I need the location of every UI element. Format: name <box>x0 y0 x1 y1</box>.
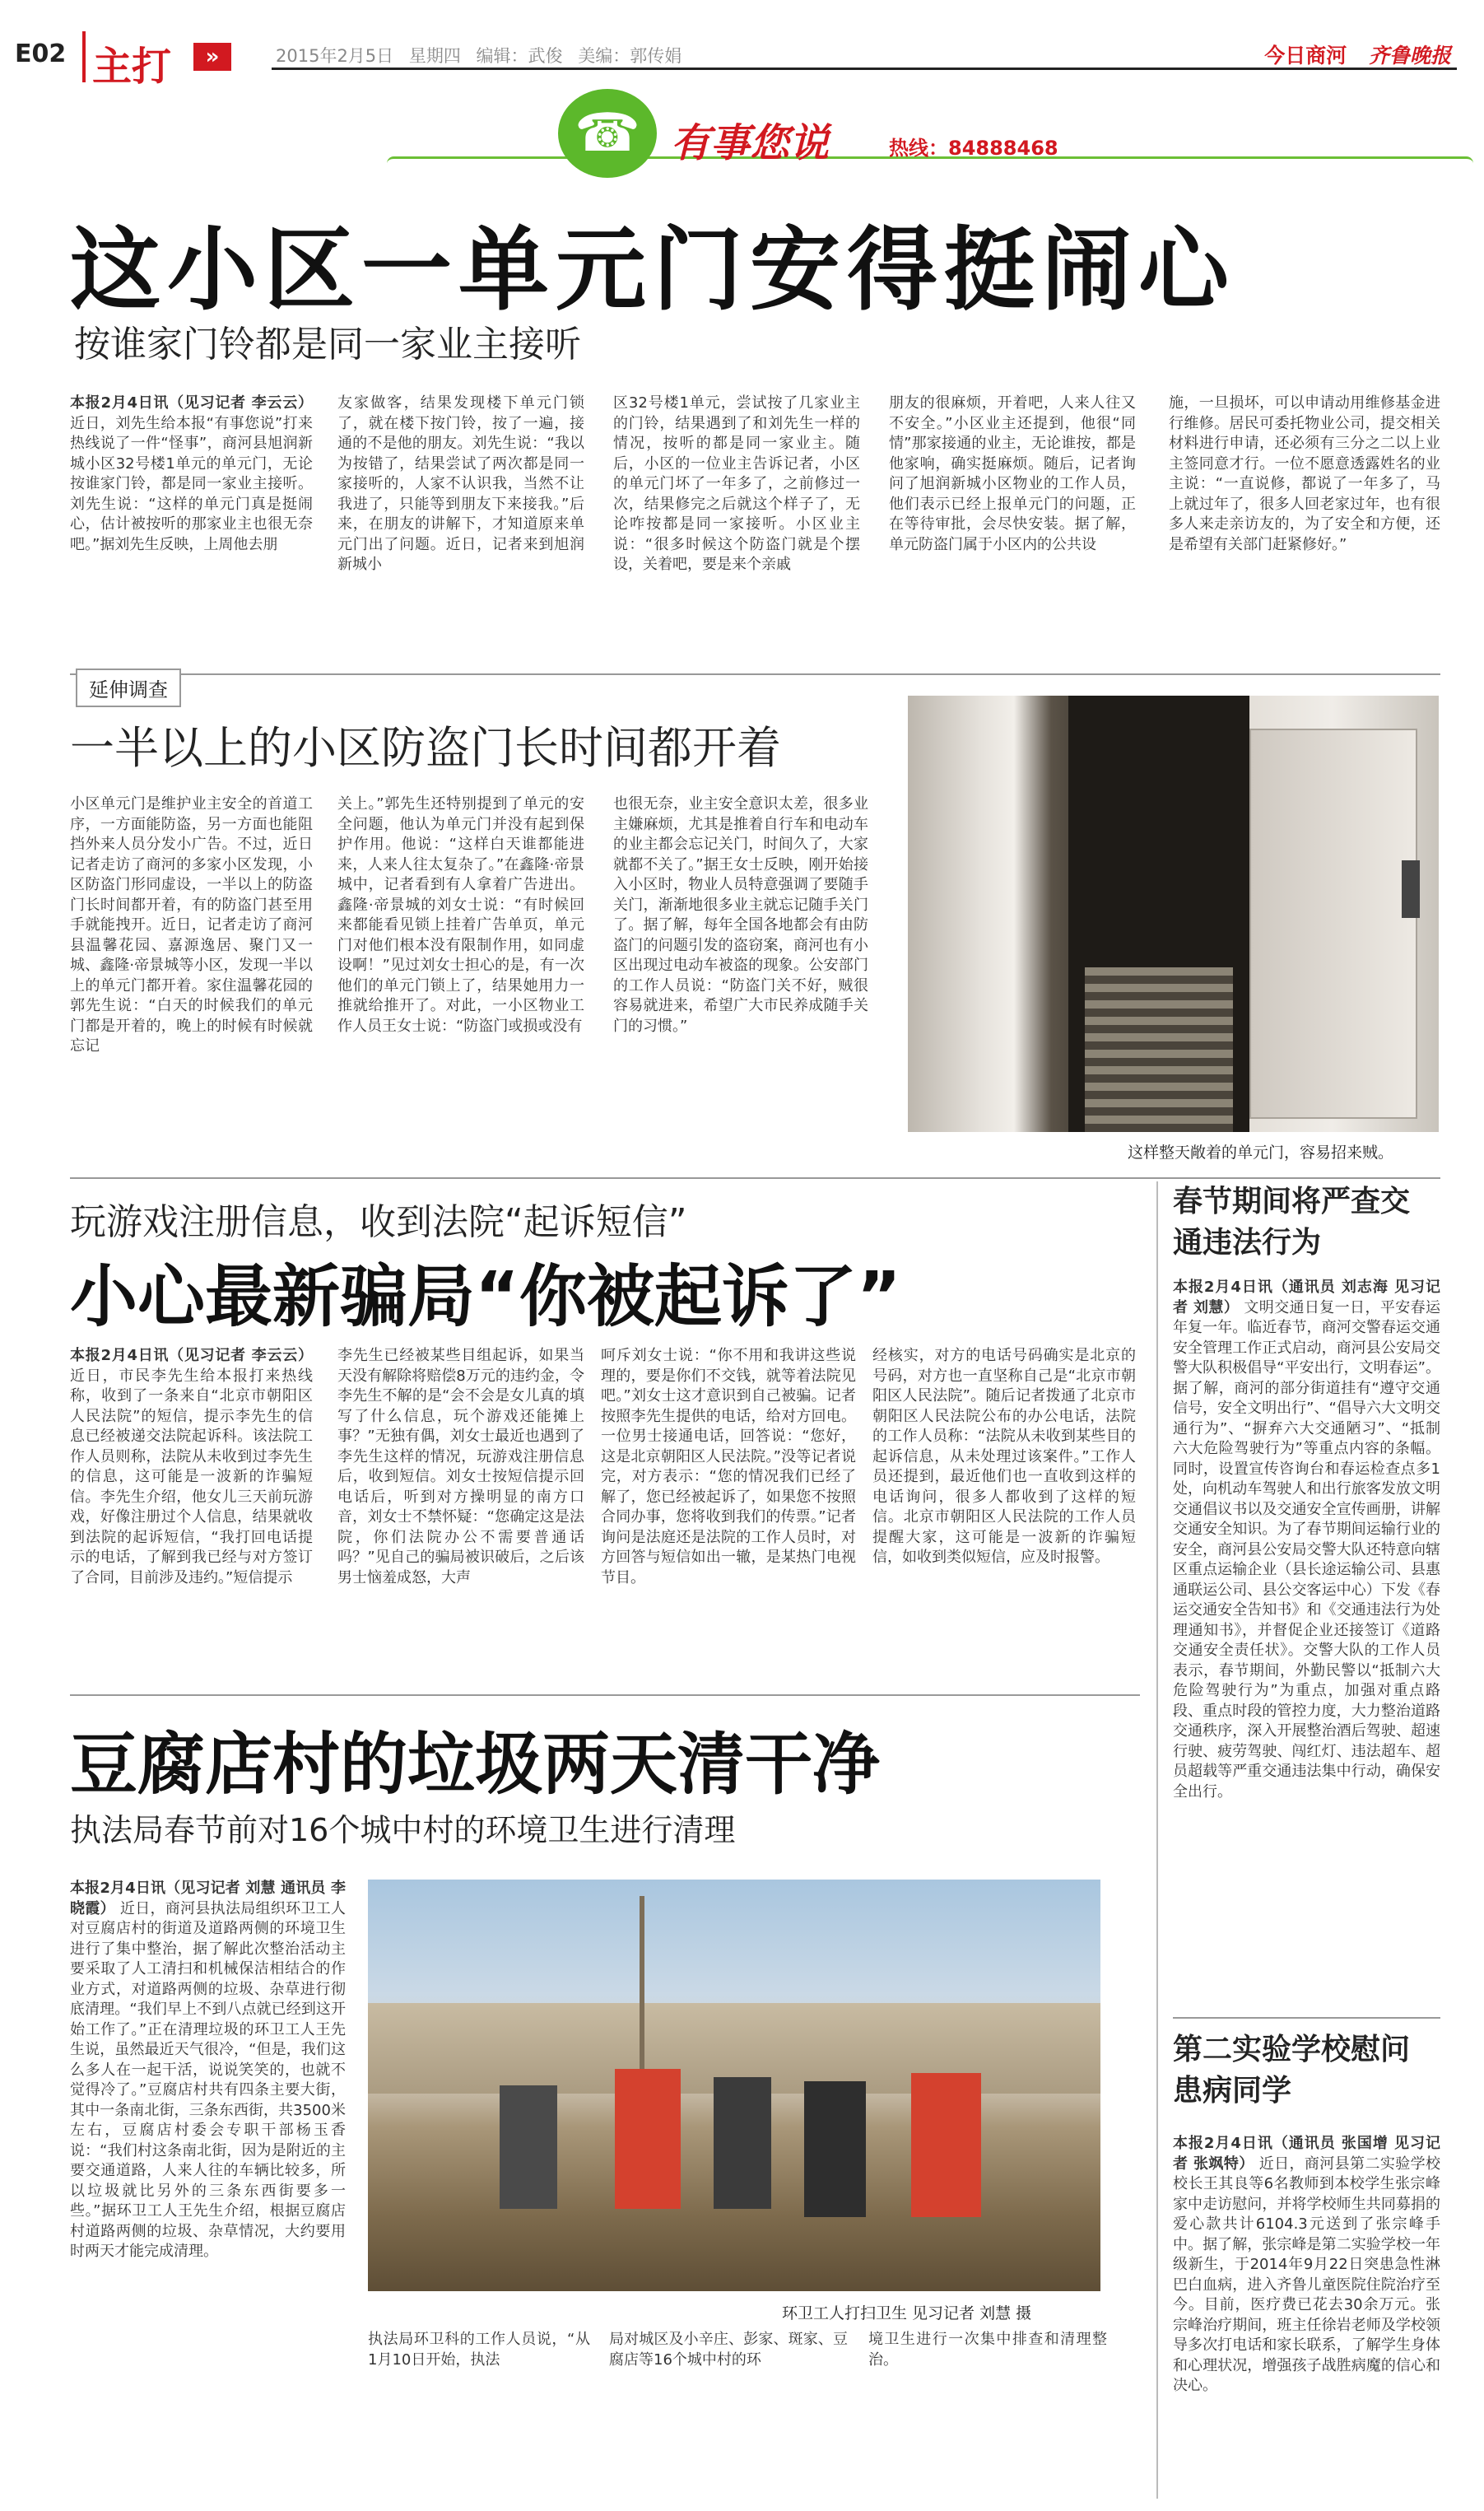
sidebar1-body <box>1173 1278 1440 1802</box>
paper-name-logo: 齐鲁晚报 <box>1368 44 1451 68</box>
story4-tail-1: 执法局环卫科的工作人员说，“从1月10日开始，执法 <box>368 2331 590 2369</box>
story4-text-1: 近日，商河县执法局组织环卫工人对豆腐店村的街道及道路两侧的环境卫生进行了集中整治，据了解此次整治活动主要采取了人工清扫和机械保洁相结合的作业方式，对道路两侧的垃圾、杂草进行彻底清理。“我们早上不到八点就已经到这开始工作了。”正在清理垃圾的环卫工人王先生说，虽然最近天气很冷，“但是，我们这么多人在一起干活，说说笑笑的，也就不觉得冷了。”豆腐店村共有四条主要大街，其中一条南北街，三条东西街，共3500米左右，豆腐店村委会专职干部杨玉香说：“我们村这条南北街，因为是附近的主要交通道路，人来人往的车辆比较多，所以垃圾就比另外的三条东西街要多一些。”据环卫工人王先生介绍，根据豆腐店村道路两侧的垃圾、杂草情况，大约要用时两天才能完成清理。 <box>70 1899 347 2260</box>
worker-figure <box>615 2069 681 2209</box>
story1-subhead: 按谁家门铃都是同一家业主接听 <box>74 324 581 366</box>
sidebar2-body <box>1173 2134 1440 2397</box>
story4-tail-2: 局对城区及小辛庄、彭家、斑家、豆腐店等16个城中村的环 <box>609 2331 848 2369</box>
story4-photo-caption: 环卫工人打扫卫生 见习记者 刘慧 摄 <box>782 2304 1032 2322</box>
section-title: 主打 <box>92 44 172 90</box>
story1-column-5: 施，一旦损坏，可以申请动用维修基金进行维修。居民可委托物业公司，提交相关材料进行申请，还必须有三分之二以上业主签同意才行。一位不愿意透露姓名的业主说：“一直说修，都说了一年多了，马上就过年了，很多人回老家过年，也有很多人来走亲访友的，为了安全和方便，还是希望有关部门赶紧修好。” <box>1169 394 1440 553</box>
story2-photo <box>908 696 1439 1132</box>
sidebar1-byline: 本报2月4日讯（通讯员 刘志海 见习记者 刘慧） <box>1173 1279 1440 1316</box>
worker-figure <box>714 2077 771 2209</box>
worker-figure <box>804 2081 866 2217</box>
story1-column-4: 朋友的很麻烦，开着吧，人来人往又不安全。”小区业主还提到，他很“同情”那家接通的业主，无论谁按，都是他家响，确实挺麻烦。随后，记者询问了旭润新城小区物业的工作人员，他们表示已经上报单元门的问题，正在等待审批，会尽快安装。据了解，单元防盗门属于小区内的公共设 <box>889 394 1136 553</box>
sidebar2-text: 近日，商河县第二实验学校校长王其良等6名教师到本校学生张宗峰家中走访慰问，并将学校师生共同募捐的爱心款共计6104.3元送到了张宗峰手中。据了解，张宗峰是第二实验学校一年级新生，于2014年9月22日突患急性淋巴白血病，进入齐鲁儿童医院住院治疗至今。目前，医疗费已花去30余万元。张宗峰治疗期间，班主任徐岩老师及学校领导多次打电话和家长联系，了解学生身体和心理状况，增强孩子战胜病魔的信心和决心。 <box>1173 2155 1441 2394</box>
story4-column-1 <box>70 1879 346 2262</box>
section-divider <box>70 1177 1440 1179</box>
utility-pole <box>640 1896 644 2085</box>
story2-headline: 一半以上的小区防盗门长时间都开着 <box>70 722 781 774</box>
story1-byline: 本报2月4日讯（见习记者 李云云） <box>70 394 313 412</box>
story1-column-1 <box>70 394 313 555</box>
sidebar1-headline: 春节期间将严查交通违法行为 <box>1173 1185 1411 1260</box>
story2-tag: 延伸调查 <box>76 669 181 707</box>
story3-text-1: 近日，市民李先生给本报打来热线称，收到了一条来自“北京市朝阳区人民法院”的短信，提示李先生的信息已经被递交法院起诉科。该法院工作人员则称，法院从未收到过李先生的信息，这可能是一波新的诈骗短信。李先生介绍，他女儿三天前玩游戏，好像注册过个人信息，结果就收到法院的起诉短信，“我打回电话提示的电话，了解到我已经与对方签订了合同，目前涉及违约。”短信提示 <box>70 1367 313 1586</box>
story2-photo-caption: 这样整天敞着的单元门，容易招来贼。 <box>1128 1144 1394 1162</box>
story3-column-1 <box>70 1346 313 1588</box>
masthead-brand <box>1264 40 1451 69</box>
sidebar1-text: 文明交通日复一日，平安春运年复一年。临近春节，商河交警春运交通安全管理工作正式启动，商河县公安局交警大队积极倡导“平安出行，文明春运”。据了解，商河的部分街道挂有“遵守交通信号，安全文明出行”、“倡导六大文明交通行为”、“摒弃六大交通陋习”、“抵制六大危险驾驶行为”等重点内容的条幅。同时，设置宣传咨询台和春运检查点多1处，向机动车驾驶人和出行旅客发放文明交通倡议书以及交通安全宣传画册，讲解交通安全知识。为了春节期间运输行业的安全，商河县公安局交警大队还特意向辖区重点运输企业（县长途运输公司、县惠通联运公司、县公交客运中心）下发《春运交通安全告知书》和《交通违法行为处理通知书》，并督促企业还接签订《道路交通安全责任状》。交警大队的工作人员表示，春节期间，外勤民警以“抵制六大危险驾驶行为”为重点，加强对重点路段、重点时段的管控力度，大力整治道路交通秩序，深入开展整治酒后驾驶、超速行驶、疲劳驾驶、闯红灯、违法超车、超员超载等严重交通违法集中行动，确保安全出行。 <box>1173 1298 1440 1801</box>
story3-column-3: 呵斥刘女士说：“你不用和我讲这些说理的，要是你们不交钱，就等着法院见吧。”刘女士这才意识到自己被骗。记者按照李先生提供的电话，给对方回电。一位男士接通电话，回答说：“您好，这是北京朝阳区人民法院。”没等记者说完，对方表示：“您的情况我们已经了解了，您已经被起诉了，如果您不按照合同办事，您将收到我们的传票。”记者询问是法庭还是法院的工作人员时，对方回答与短信如出一辙，是某热门电视节目。 <box>601 1347 856 1586</box>
story1-headline: 这小区一单元门安得挺闹心 <box>70 217 1235 323</box>
hotline-title: 有事您说 <box>671 120 830 166</box>
story3-kicker: 玩游戏注册信息，收到法院“起诉短信” <box>70 1201 687 1243</box>
brand-label: 今日商河 <box>1264 44 1347 68</box>
story3-column-4: 经核实，对方的电话号码确实是北京的号码，对方也一直坚称自己是“北京市朝阳区人民法院”。随后记者拨通了北京市朝阳区人民法院公布的办公电话，法院的工作人员称：“法院从未收到某些目的起诉信息，从未处理过该案件。”工作人员还提到，最近他们也一直收到这样的电话询问，很多人都收到了这样的短信。北京市朝阳区人民法院的工作人员提醒大家，这可能是一波新的诈骗短信，如收到类似短信，应及时报警。 <box>872 1347 1136 1566</box>
open-door-leaf <box>1249 729 1417 1119</box>
sidebar-divider <box>1156 1181 1158 2499</box>
story2-column-1: 小区单元门是维护业主安全的首道工序，一方面能防盗，另一方面也能阻挡外来人员分发小广告。不过，近日记者走访了商河的多家小区发现，小区防盗门形同虚设，一半以上的防盗门长时间都开着，有的防盗门甚至用手就能拽开。近日，记者走访了商河县温馨花园、嘉源逸居、聚门又一城、鑫隆·帝景城等小区，发现一半以上的单元门都开着。家住温馨花园的郭先生说：“白天的时候我们的单元门都是开着的，晚上的时候有时候就忘记 <box>70 795 313 1055</box>
story3-column-2: 李先生已经被某些目组起诉，如果当天没有解除将赔偿8万元的违约金，令李先生不解的是“会不会是女儿真的填写了什么信息，玩个游戏还能摊上事？”无独有偶，刘女士最近也遇到了李先生这样的情况，玩游戏注册信息后，收到短信。刘女士按短信提示回电话后，听到对方操明显的南方口音，刘女士不禁怀疑：“您确定这是法院，你们法院办公不需要普通话吗？”见自己的骗局被识破后，之后该男士恼羞成怒，大声 <box>337 1347 584 1586</box>
issue-meta: 2015年2月5日 星期四 编辑：武俊 美编：郭传娟 <box>276 46 682 66</box>
phone-icon: ☎ <box>558 89 657 178</box>
section-arrow-icon: » <box>193 43 231 71</box>
story2-column-2: 关上。”郭先生还特别提到了单元的安全问题，他认为单元门并没有起到保护作用。他说：“这样白天谁都能进来，人来人往太复杂了。”在鑫隆·帝景城中，记者看到有人拿着广告进出。鑫隆·帝景城的刘女士说：“有时候回来都能看见锁上挂着广告单页，单元门对他们根本没有限制作用，如同虚设啊！”见过刘女士担心的是，有一次他们的单元门锁上了，结果她用力一推就给推开了。对此，一小区物业工作人员王女士说：“防盗门或损或没有 <box>337 795 584 1035</box>
stairs <box>1085 967 1233 1132</box>
worker-figure <box>500 2085 557 2209</box>
sidebar-divider <box>1173 2017 1440 2019</box>
hotline-number: 热线：84888468 <box>889 137 1058 160</box>
story3-byline: 本报2月4日讯（见习记者 李云云） <box>70 1347 313 1364</box>
story4-tail-3: 境卫生进行一次集中排查和清理整治。 <box>868 2331 1107 2369</box>
story4-subhead: 执法局春节前对16个城中村的环境卫生进行清理 <box>70 1812 736 1848</box>
story4-photo <box>368 1880 1100 2291</box>
story1-column-2: 友家做客，结果发现楼下单元门锁了，就在楼下按门铃，按了一遍，接通的不是他的朋友。刘先生说：“我以为按错了，结果尝试了两次都是同一家接听的，人家不认识我，当然不让我进了，只能等到朋友下来接我。”后来，在朋友的讲解下，才知道原来单元门出了问题。近日，记者来到旭润新城小 <box>337 394 584 573</box>
door-handle <box>1402 860 1420 918</box>
section-divider <box>70 673 1440 675</box>
story1-column-3: 区32号楼1单元，尝试按了几家业主的门铃，结果遇到了和刘先生一样的情况，按听的都是同一家业主。随后，小区的一位业主告诉记者，小区的单元门坏了一年多了，之前修过一次，结果修完之后就这个样子了，无论咋按都是同一家接听。小区业主说：“很多时候这个防盗门就是个摆设，关着吧，要是来个亲戚 <box>613 394 860 573</box>
story1-text-1: 近日，刘先生给本报“有事您说”打来热线说了一件“怪事”，商河县旭润新城小区32号楼1单元的单元门，无论按谁家门铃，都是同一家业主接听。刘先生说：“这样的单元门真是挺闹心，估计被按听的那家业主也很无奈吧。”据刘先生反映，上周他去朋 <box>70 414 313 553</box>
section-divider <box>70 1694 1140 1696</box>
story2-column-3: 也很无奈，业主安全意识太差，很多业主嫌麻烦，尤其是推着自行车和电动车的业主都会忘记关门，时间久了，大家就都不关了。”据王女士反映，刚开始接入小区时，物业人员特意强调了要随手关门，渐渐地很多业主就忘记随手关门了。据了解，每年全国各地都会有由防盗门的问题引发的盗窃案，商河也有小区出现过电动车被盗的现象。公安部门的工作人员说：“防盗门关不好，贼很容易就进来，希望广大市民养成随手关门的习惯。” <box>613 795 868 1035</box>
page-number: E02 <box>15 40 67 68</box>
sidebar2-byline: 本报2月4日讯（通讯员 张国增 见习记者 张飒特） <box>1173 2135 1440 2173</box>
worker-figure <box>911 2073 981 2217</box>
sidebar2-headline: 第二实验学校慰问患病同学 <box>1173 2033 1411 2108</box>
story4-headline: 豆腐店村的垃圾两天清干净 <box>70 1726 881 1804</box>
story3-headline: 小心最新骗局“你被起诉了” <box>70 1258 901 1336</box>
story4-byline: 本报2月4日讯（见习记者 刘慧 通讯员 李晓霞） <box>70 1880 346 1917</box>
